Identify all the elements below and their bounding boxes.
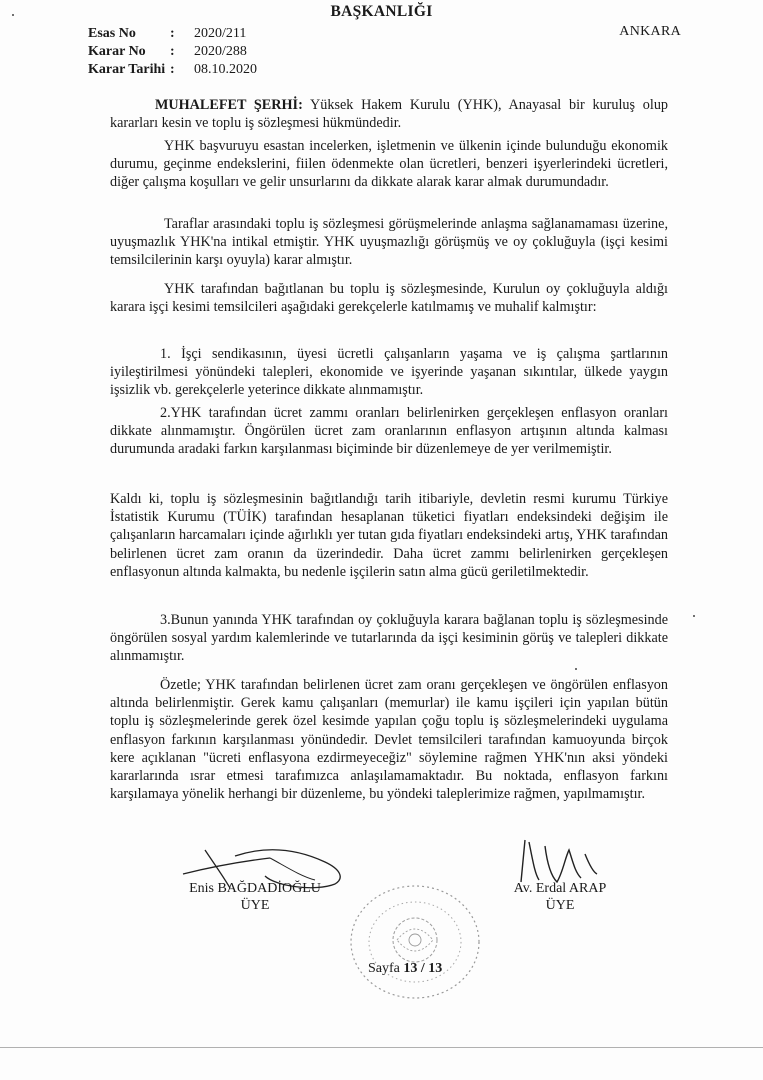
paragraph-2: YHK başvuruyu esastan incelerken, işletmenin ve ülkenin içinde bulunduğu ekonomik durumu, geçinme endekslerini, fiilen ödenmekte olan ücretleri, benzeri işyerlerindeki ücretleri, diğer çalışma koşulları ve gelir unsurlarını da dikkate alarak karar almak durumundadır. — [110, 138, 668, 191]
meta-key: Karar Tarihi — [88, 62, 166, 77]
official-stamp — [345, 880, 485, 1005]
left-signatory-name: Enis BAĞDADİOĞLU — [189, 881, 321, 896]
left-signatory-role: ÜYE — [240, 898, 270, 913]
right-signatory — [490, 880, 630, 914]
city-label: ANKARA — [619, 24, 681, 39]
page-number-value: 13 / 13 — [403, 961, 443, 976]
meta-value: 2020/211 — [194, 26, 247, 41]
meta-key: Esas No — [88, 26, 136, 41]
right-signatory-role: ÜYE — [545, 898, 575, 913]
meta-value: 2020/288 — [194, 44, 247, 59]
paragraph-9: Özetle; YHK tarafından belirlenen ücret zam oranı gerçekleşen ve öngörülen enflasyon altında belirlenmiştir. Gerek kamu çalışanları (memurlar) ile kamu işçileri için yapılan bütün toplu iş sözleşmelerinde gerek özel kesimde yapılan çoğu toplu iş sözleşmelerindeki uygulama enflasyon farkının karşılanması yönündedir. Devlet temsilcileri tarafından kamuoyunda birçok kere açıklanan "ücreti enflasyona ezdirmeyeceğiz" söylemine rağmen YHK'nın aksi yöndeki kararlarında ısrar etmesi tarafımızca anlaşılamamaktadır. Bu noktada, enflasyon farkını karşılamaya yönelik herhangi bir düzenleme, bu yöndeki taleplerimize rağmen, yapılmamıştır. — [110, 677, 668, 803]
meta-value: 08.10.2020 — [194, 62, 257, 77]
paragraph-8: 3.Bunun yanında YHK tarafından oy çokluğuyla karara bağlanan toplu iş sözleşmesinde öngörülen sosyal yardım kalemlerinde ve tutarlarında da işçi kesiminin görüş ve talepleri dikkate alınmamıştır. — [110, 612, 668, 665]
paragraph-7: Kaldı ki, toplu iş sözleşmesinin bağıtlandığı tarih itibariyle, devletin resmi kurumu Türkiye İstatistik Kurumu (TÜİK) tarafından hesaplanan tüketici fiyatları endeksindeki değişim ile çalışanların harcamaları içinde ağırlıklı yer tutan gıda fiyatları endeksindeki artış, YHK tarafından belirlenen ücret zam oranın da üzerindedir. Daha ücret zammı belirlenirken gerçekleşen enflasyonun altında kalmakta, bu nedenle işçilerin satın alma gücü geriletilmektedir. — [110, 491, 668, 580]
bottom-rule — [0, 1047, 763, 1048]
paragraph-6: 2.YHK tarafından ücret zammı oranları belirlenirken gerçekleşen enflasyon oranları dikkate alınmamıştır. Öngörülen ücret zam oranlarının enflasyon artışının altında kalması durumunda aradaki farkın karşılanması biçiminde bir düzenlemeye de yer verilmemiştir. — [110, 405, 668, 458]
right-signatory-name: Av. Erdal ARAP — [513, 881, 607, 896]
intro-text: Yüksek Hakem Kurulu (YHK), Anayasal bir kuruluş olup kararları kesin ve toplu iş sözleşmesi hükmündedir. — [110, 97, 669, 132]
meta-sep: : — [170, 62, 175, 77]
scan-speck — [12, 14, 14, 16]
meta-row-karar — [88, 43, 247, 60]
paragraph-4: YHK tarafından bağıtlanan bu toplu iş sözleşmesinde, Kurulun oy çokluğuyla aldığı karara işçi kesimi temsilcileri aşağıdaki gerekçelerle katılmamış ve muhalif kalmıştır: — [110, 281, 668, 316]
scan-speck — [693, 615, 695, 617]
page-number — [368, 961, 442, 977]
meta-sep: : — [170, 44, 175, 59]
left-signatory — [170, 880, 340, 914]
meta-row-tarih — [88, 61, 257, 78]
scan-speck — [575, 668, 577, 670]
intro-label: MUHALEFET ŞERHİ: — [155, 97, 303, 113]
page-prefix: Sayfa — [368, 961, 404, 976]
page-title: BAŞKANLIĞI — [330, 3, 433, 20]
paragraph-intro — [110, 96, 668, 132]
meta-row-esas — [88, 25, 246, 42]
paragraph-5: 1. İşçi sendikasının, üyesi ücretli çalışanların yaşama ve iş çalışma şartlarının iyileştirilmesi yönündeki talepleri, ekonomide ve işyerinde yaşanan sıkıntılar, ülkede yaygın işsizlik vb. gerekçelerle yeterince dikkate alınmamıştır. — [110, 346, 668, 399]
meta-key: Karar No — [88, 44, 146, 59]
paragraph-3: Taraflar arasındaki toplu iş sözleşmesi görüşmelerinde anlaşma sağlanamaması üzerine, uyuşmazlık YHK'na intikal etmiştir. YHK uyuşmazlığı görüşmüş ve oy çokluğuyla (işçi kesimi temsilcilerinin karşı oyuyla) karar almıştır. — [110, 216, 668, 269]
meta-sep: : — [170, 26, 175, 41]
